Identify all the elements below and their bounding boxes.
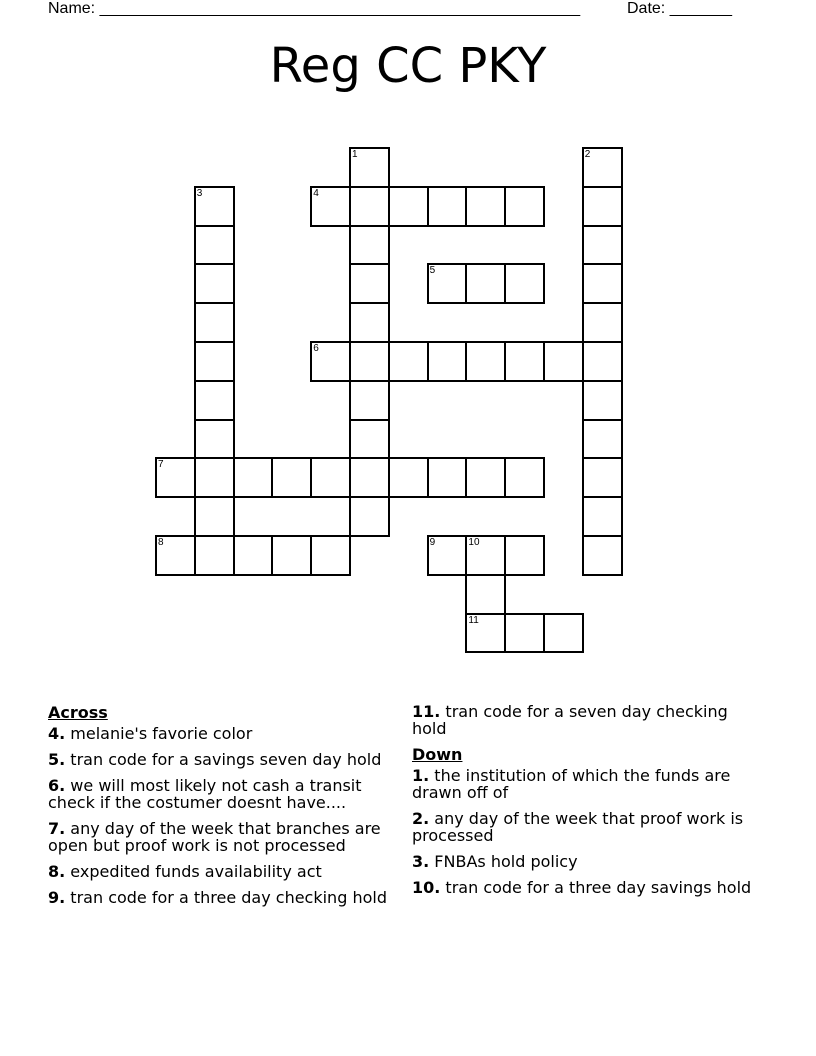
grid-cell[interactable]: [388, 341, 429, 382]
grid-cell[interactable]: [582, 186, 623, 227]
grid-cell[interactable]: [194, 302, 235, 343]
grid-cell[interactable]: [465, 341, 506, 382]
grid-cell[interactable]: [465, 263, 506, 304]
across-clue-4: 4. melanie's favorie color: [48, 724, 253, 743]
grid-cell[interactable]: [349, 419, 390, 460]
grid-cell[interactable]: [349, 302, 390, 343]
grid-cell[interactable]: [465, 457, 506, 498]
grid-cell[interactable]: [349, 380, 390, 421]
date-field[interactable]: Date: _______: [627, 0, 732, 17]
grid-cell[interactable]: [582, 302, 623, 343]
grid-cell[interactable]: [233, 457, 274, 498]
grid-cell[interactable]: [582, 263, 623, 304]
page-title: Reg CC PKY: [269, 38, 547, 94]
grid-cell[interactable]: [194, 535, 235, 576]
grid-cell[interactable]: [194, 457, 235, 498]
across-clue-5: 5. tran code for a savings seven day hold: [48, 750, 382, 769]
grid-clue-number: 10: [468, 537, 480, 548]
grid-cell[interactable]: [543, 341, 584, 382]
name-field[interactable]: Name: ______________________________________________________: [48, 0, 581, 17]
grid-cell[interactable]: [155, 535, 196, 576]
grid-cell[interactable]: [310, 186, 351, 227]
grid-clue-number: 1: [352, 149, 358, 160]
across-clue-9: 9. tran code for a three day checking hold: [48, 888, 387, 907]
across-clue-11: 11. tran code for a seven day checking hold: [412, 702, 728, 738]
grid-cell[interactable]: [504, 186, 545, 227]
grid-clue-number: 8: [158, 537, 164, 548]
down-clue-3: 3. FNBAs hold policy: [412, 852, 578, 871]
grid-cell[interactable]: [194, 225, 235, 266]
grid-cell[interactable]: [388, 457, 429, 498]
grid-cell[interactable]: [465, 535, 506, 576]
grid-cell[interactable]: [349, 263, 390, 304]
across-clue-7: 7. any day of the week that branches are open but proof work is not processed: [48, 819, 381, 855]
across-heading: Across: [48, 703, 108, 722]
grid-cell[interactable]: [349, 496, 390, 537]
grid-cell[interactable]: [582, 147, 623, 188]
grid-cell[interactable]: [271, 457, 312, 498]
grid-cell[interactable]: [310, 457, 351, 498]
across-clue-6: 6. we will most likely not cash a transit check if the costumer doesnt have....: [48, 776, 362, 812]
grid-cell[interactable]: [349, 186, 390, 227]
grid-cell[interactable]: [543, 613, 584, 654]
grid-cell[interactable]: [504, 613, 545, 654]
grid-cell[interactable]: [427, 457, 468, 498]
grid-cell[interactable]: [349, 147, 390, 188]
grid-cell[interactable]: [427, 186, 468, 227]
down-heading: Down: [412, 745, 463, 764]
grid-cell[interactable]: [194, 419, 235, 460]
grid-cell[interactable]: [194, 186, 235, 227]
grid-cell[interactable]: [194, 263, 235, 304]
down-clue-10: 10. tran code for a three day savings hold: [412, 878, 752, 897]
grid-cell[interactable]: [582, 496, 623, 537]
grid-clue-number: 5: [429, 265, 436, 277]
grid-clue-number: 7: [158, 459, 164, 471]
grid-cell[interactable]: [465, 613, 506, 654]
grid-cell[interactable]: [465, 186, 506, 227]
grid-cell[interactable]: [427, 535, 468, 576]
grid-cell[interactable]: [582, 225, 623, 266]
grid-cell[interactable]: [504, 263, 545, 304]
grid-cell[interactable]: [582, 419, 623, 460]
across-clue-8: 8. expedited funds availability act: [48, 862, 322, 881]
grid-cell[interactable]: [582, 341, 623, 382]
grid-cell[interactable]: [194, 341, 235, 382]
grid-cell[interactable]: [427, 263, 468, 304]
grid-cell[interactable]: [504, 535, 545, 576]
grid-cell[interactable]: [310, 341, 351, 382]
grid-clue-number: 6: [313, 343, 319, 354]
grid-cell[interactable]: [582, 457, 623, 498]
grid-cell[interactable]: [155, 457, 196, 498]
grid-cell[interactable]: [349, 225, 390, 266]
grid-cell[interactable]: [582, 380, 623, 421]
grid-cell[interactable]: [233, 535, 274, 576]
grid-cell[interactable]: [388, 186, 429, 227]
grid-cell[interactable]: [194, 496, 235, 537]
grid-cell[interactable]: [194, 380, 235, 421]
clues-left-column: [48, 700, 403, 915]
grid-clue-number: 4: [313, 187, 319, 199]
grid-cell[interactable]: [349, 457, 390, 498]
grid-cell[interactable]: [271, 535, 312, 576]
down-clue-2: 2. any day of the week that proof work is processed: [412, 809, 744, 845]
clues-right-column: [412, 703, 762, 905]
down-clue-1: 1. the institution of which the funds are drawn off of: [412, 766, 731, 802]
grid-cell[interactable]: [465, 574, 506, 615]
grid-clue-number: 9: [429, 537, 436, 548]
grid-cell[interactable]: [582, 535, 623, 576]
grid-cell[interactable]: [349, 341, 390, 382]
grid-cell[interactable]: [427, 341, 468, 382]
grid-clue-number: 3: [196, 187, 203, 199]
grid-cell[interactable]: [504, 341, 545, 382]
grid-cell[interactable]: [310, 535, 351, 576]
grid-clue-number: 11: [468, 614, 479, 626]
grid-clue-number: 2: [584, 149, 591, 160]
grid-cell[interactable]: [504, 457, 545, 498]
